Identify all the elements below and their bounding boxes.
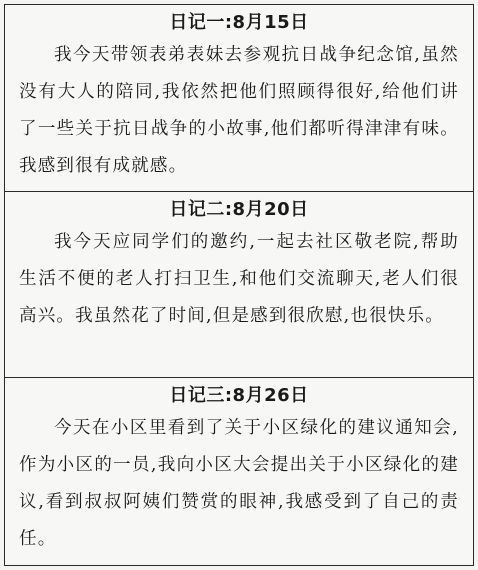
diary-entry-2 [5,191,473,377]
diary-entry-heading: 日记一:8月15日 [169,12,309,33]
diary-entry-1 [5,5,473,191]
diary-table [4,4,474,566]
diary-entry-heading: 日记三:8月26日 [169,385,309,406]
diary-entry-body: 我今天带领表弟表妹去参观抗日战争纪念馆,虽然没有大人的陪同,我依然把他们照顾得很好,给他们讲了一些关于抗日战争的小故事,他们都听得津津有味。我感到很有成就感。 [19,45,459,176]
diary-entry-3 [5,377,473,565]
diary-entry-heading: 日记二:8月20日 [169,199,309,220]
diary-entry-body: 我今天应同学们的邀约,一起去社区敬老院,帮助生活不便的老人打扫卫生,和他们交流聊天,老人们很高兴。我虽然花了时间,但是感到很欣慰,也很快乐。 [19,232,459,326]
diary-entry-body: 今天在小区里看到了关于小区绿化的建议通知会,作为小区的一员,我向小区大会提出关于小区绿化的建议,看到叔叔阿姨们赞赏的眼神,我感受到了自己的责任。 [19,418,459,549]
